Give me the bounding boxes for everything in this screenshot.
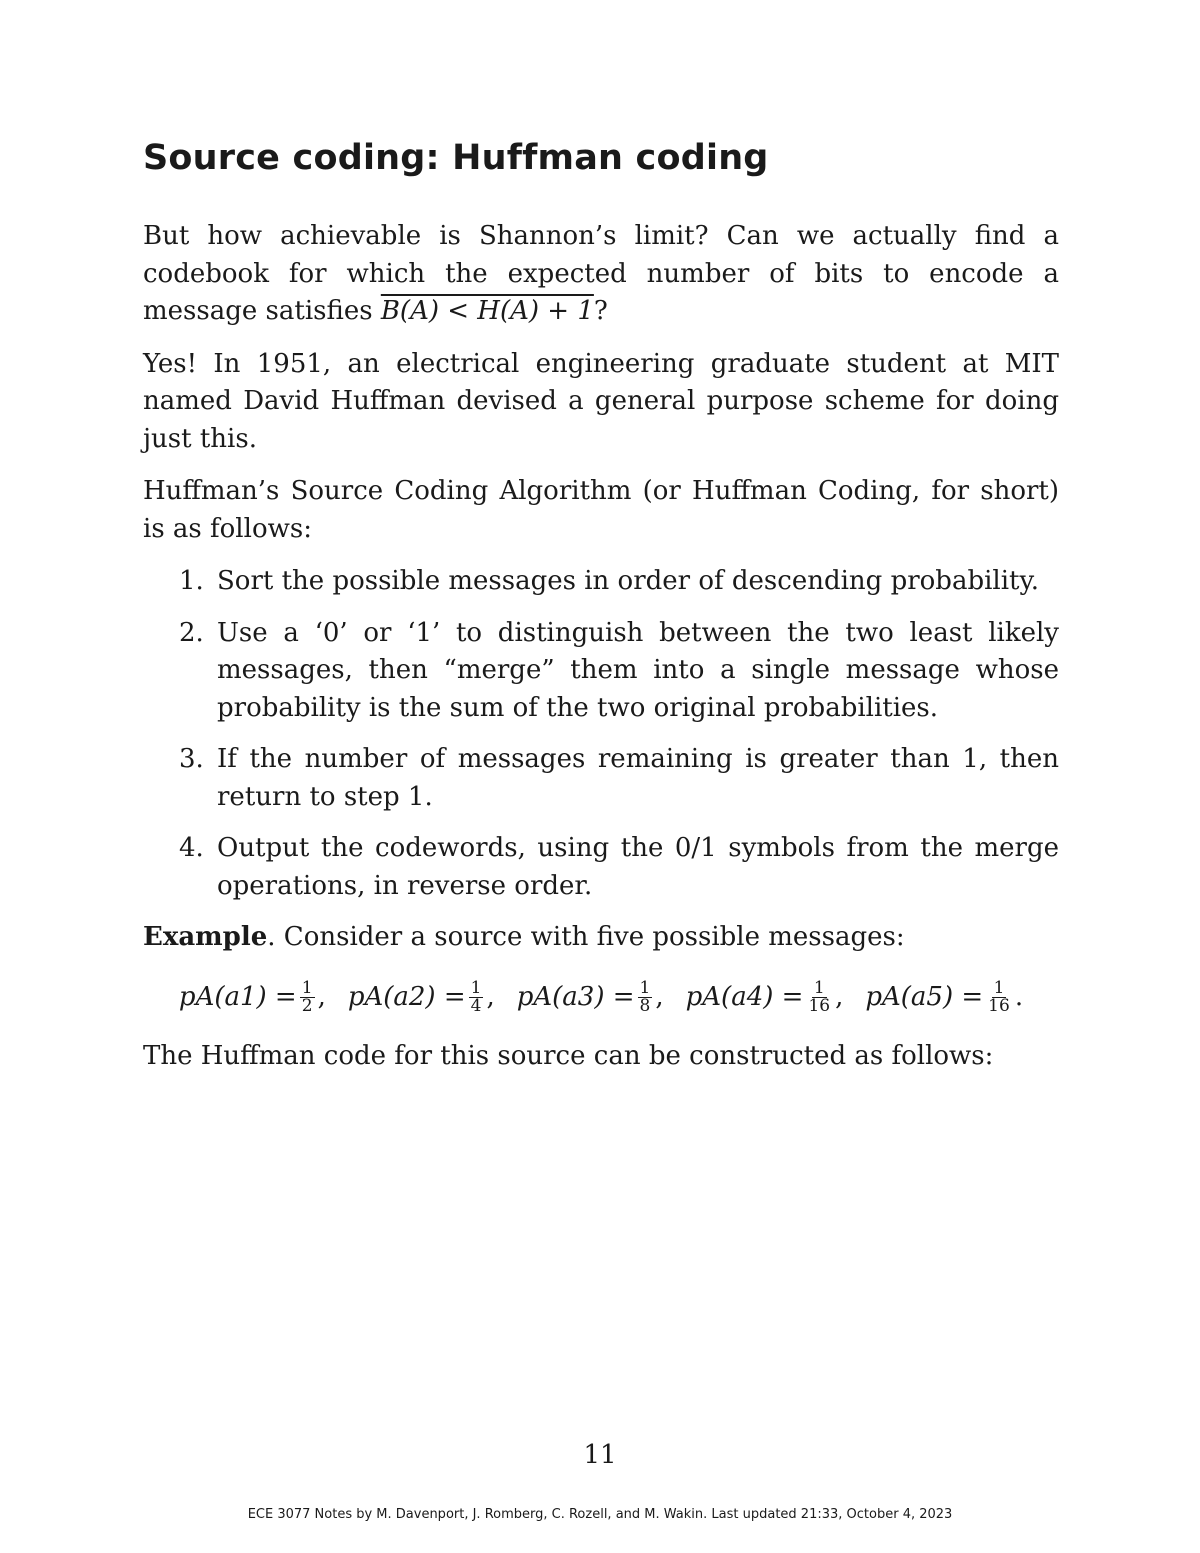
fraction-numerator: 1 xyxy=(301,977,313,998)
equation-lhs: pA(a4) = xyxy=(685,981,804,1012)
equation-term xyxy=(865,979,1023,1017)
list-item xyxy=(143,615,1059,728)
fraction xyxy=(300,977,315,1016)
fraction-numerator: 1 xyxy=(813,977,825,998)
paragraph-text: But how achievable is Shannon’s limit? Can we actually find a codebook for which the expected number of bits to encode a message satisfies xyxy=(143,221,1059,326)
step-number: 2. xyxy=(179,617,204,648)
step-number: 1. xyxy=(179,566,204,596)
equation-lhs: pA(a2) = xyxy=(347,981,466,1012)
list-item xyxy=(143,563,1059,601)
equation-term xyxy=(686,979,844,1017)
list-item xyxy=(143,741,1059,816)
equation-lhs: pA(a1) = xyxy=(178,981,297,1012)
step-text: Output the codewords, using the 0/1 symbols from the merge operations, in reverse order. xyxy=(217,833,1059,901)
equation-separator: . xyxy=(1014,981,1024,1012)
example-label: Example xyxy=(143,922,268,952)
fraction-numerator: 1 xyxy=(639,977,651,998)
list-item xyxy=(143,830,1059,905)
equation-separator: , xyxy=(655,981,664,1012)
paragraph-end: ? xyxy=(593,296,608,326)
fraction-numerator: 1 xyxy=(993,977,1005,998)
example-text: . Consider a source with five possible messages: xyxy=(267,922,905,952)
equation-term xyxy=(179,979,326,1017)
step-text: Sort the possible messages in order of descending probability. xyxy=(217,566,1039,596)
fraction-numerator: 1 xyxy=(470,977,482,998)
equation-separator: , xyxy=(317,981,326,1012)
fraction-denominator: 4 xyxy=(470,995,482,1016)
fraction-denominator: 8 xyxy=(639,995,651,1016)
equation-term xyxy=(348,979,495,1017)
example-paragraph xyxy=(143,919,1059,957)
paragraph-huffman-history: Yes! In 1951, an electrical engineering graduate student at MIT named David Huffman devised a general purpose scheme for doing just this. xyxy=(143,348,1059,454)
equation-lhs: pA(a5) = xyxy=(865,981,984,1012)
equation-lhs: pA(a3) = xyxy=(516,981,635,1012)
fraction xyxy=(806,977,832,1016)
step-text: If the number of messages remaining is greater than 1, then return to step 1. xyxy=(217,744,1059,812)
paragraph-shannon-limit xyxy=(143,218,1059,331)
algorithm-steps-list xyxy=(143,563,1059,905)
step-number: 4. xyxy=(179,833,204,863)
paragraph-algorithm-intro: Huffman’s Source Coding Algorithm (or Huffman Coding, for short) is as follows: xyxy=(143,476,1059,544)
equation-separator: , xyxy=(835,981,844,1012)
page-number: 11 xyxy=(583,1440,617,1470)
step-text: Use a ‘0’ or ‘1’ to distinguish between the two least likely messages, then “merge” them into a single message whose probability is the sum of the two original probabilities. xyxy=(217,617,1059,723)
fraction xyxy=(638,977,653,1016)
fraction xyxy=(986,977,1012,1016)
page-title: Source coding: Huffman coding xyxy=(143,138,769,178)
fraction-denominator: 2 xyxy=(301,995,313,1016)
inequality-math: B(A) < H(A) + 1 xyxy=(380,296,594,326)
fraction-denominator: 16 xyxy=(988,995,1010,1016)
page-footer: ECE 3077 Notes by M. Davenport, J. Romberg, C. Rozell, and M. Wakin. Last updated 21:33, October 4, 2023 xyxy=(247,1507,953,1522)
probability-equation xyxy=(143,979,1059,1017)
equation-term xyxy=(517,979,664,1017)
document-body xyxy=(143,218,1059,1091)
fraction xyxy=(469,977,484,1016)
fraction-denominator: 16 xyxy=(808,995,831,1016)
closing-paragraph: The Huffman code for this source can be constructed as follows: xyxy=(143,1041,994,1071)
equation-separator: , xyxy=(486,981,495,1012)
step-number: 3. xyxy=(179,744,204,774)
